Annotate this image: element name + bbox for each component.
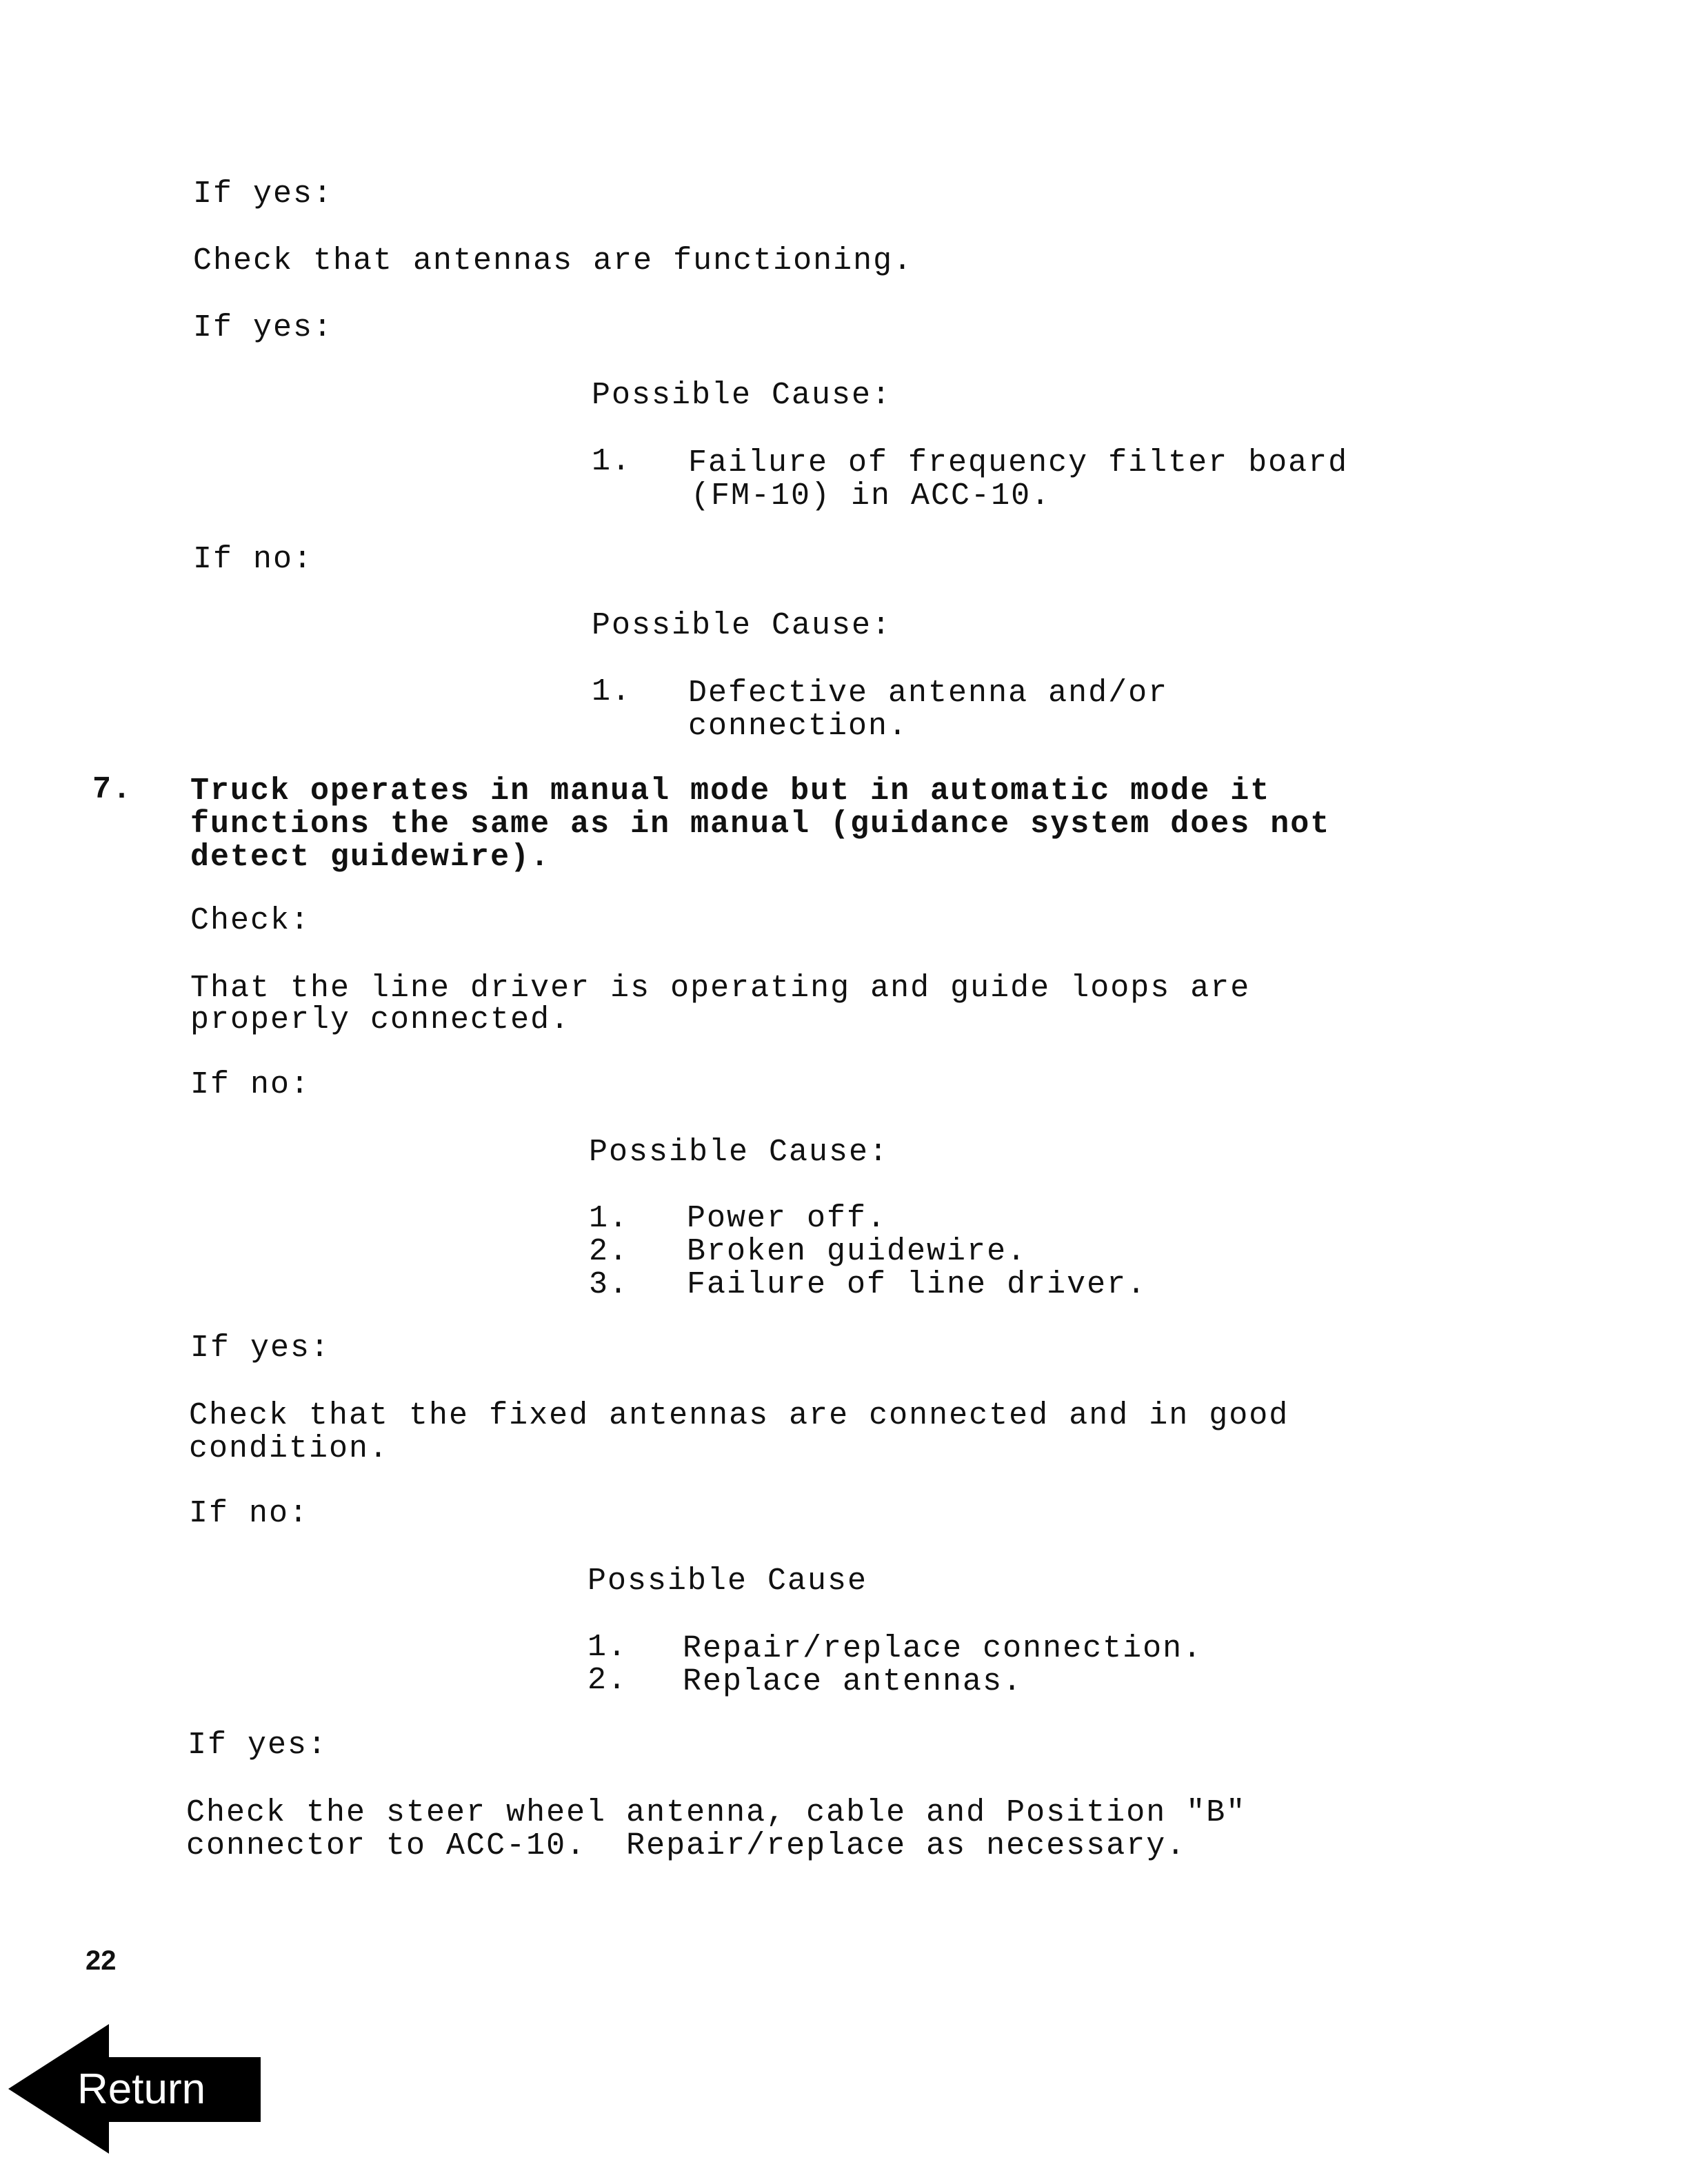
list-item-text: Defective antenna and/or [688,676,1169,711]
possible-cause-label: Possible Cause: [592,608,892,643]
page-number: 22 [86,1945,117,1976]
section-heading: functions the same as in manual (guidance system does not [190,807,1331,842]
list-item-text: Failure of frequency filter board [688,445,1349,481]
check-label: Check: [190,903,311,938]
list-item-text: Broken guidewire. [687,1234,1027,1269]
line-driver-text: properly connected. [190,1002,571,1038]
possible-cause-label: Possible Cause [587,1564,868,1599]
list-item-text: Repair/replace connection. [683,1631,1203,1666]
list-item-text: (FM-10) in ACC-10. [691,478,1052,514]
list-item-text: Power off. [687,1201,887,1236]
list-item-number: 2. [587,1663,628,1698]
possible-cause-label: Possible Cause: [592,378,892,413]
list-item-number: 3. [589,1267,630,1302]
list-item-number: 1. [592,674,632,709]
if-yes-label: If yes: [190,1331,331,1366]
check-antennas-text: Check that antennas are functioning. [193,243,914,279]
list-item-text: Replace antennas. [683,1664,1023,1699]
list-item-number: 1. [592,444,632,479]
section-heading: detect guidewire). [190,840,551,875]
return-label: Return [77,2065,206,2113]
list-item-text: connection. [688,709,909,744]
if-no-label: If no: [189,1496,310,1531]
fixed-antennas-text: condition. [189,1431,390,1466]
steer-wheel-text: connector to ACC-10. Repair/replace as necessary. [186,1828,1187,1863]
section-number: 7. [92,772,133,807]
list-item-text: Failure of line driver. [687,1267,1147,1302]
possible-cause-label: Possible Cause: [589,1135,890,1170]
if-yes-label: If yes: [193,176,334,212]
if-no-label: If no: [190,1067,311,1102]
fixed-antennas-text: Check that the fixed antennas are connected and in good [189,1398,1289,1433]
list-item-number: 2. [589,1234,630,1269]
return-button[interactable] [8,2024,263,2155]
section-heading: Truck operates in manual mode but in automatic mode it [190,774,1271,809]
if-yes-label: If yes: [188,1728,328,1763]
steer-wheel-text: Check the steer wheel antenna, cable and Position "B" [186,1795,1247,1830]
list-item-number: 1. [587,1630,628,1665]
if-yes-label: If yes: [193,310,334,345]
line-driver-text: That the line driver is operating and guide loops are [190,971,1251,1006]
list-item-number: 1. [589,1201,630,1236]
if-no-label: If no: [193,542,314,577]
